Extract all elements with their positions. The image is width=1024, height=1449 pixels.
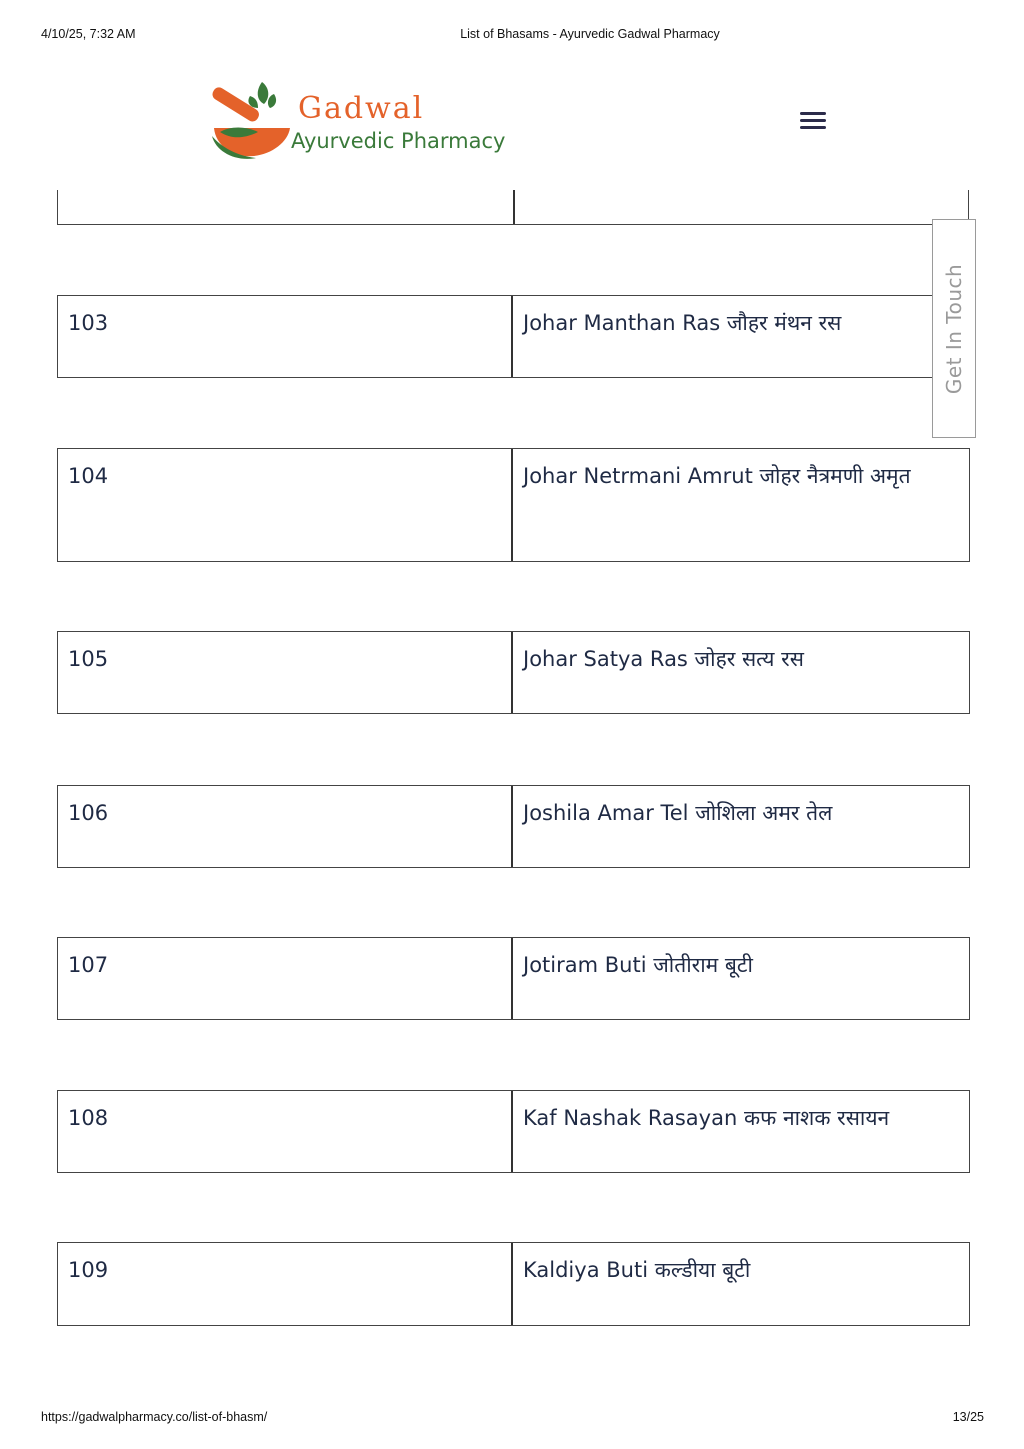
table-row [57, 448, 970, 562]
row-number: 107 [58, 938, 513, 1019]
get-in-touch-label: Get In Touch [942, 263, 966, 394]
mortar-pestle-leaves-icon [206, 76, 296, 160]
row-number: 103 [58, 296, 513, 377]
table-row [57, 1242, 970, 1326]
row-number: 109 [58, 1243, 513, 1325]
table-row [57, 1090, 970, 1173]
print-page-title: List of Bhasams - Ayurvedic Gadwal Pharmacy [460, 27, 720, 41]
medicine-name: Johar Manthan Ras जौहर मंथन रस [523, 311, 842, 335]
medicine-name: Kaldiya Buti कल्डीया बूटी [523, 1258, 751, 1282]
table-row [57, 631, 970, 714]
row-number: 106 [58, 786, 513, 867]
hamburger-menu-icon[interactable] [800, 110, 828, 132]
brand-name: Gadwal [298, 91, 425, 126]
get-in-touch-button[interactable] [932, 219, 976, 438]
medicine-name: Johar Netrmani Amrut जोहर नैत्रमणी अमृत [523, 464, 911, 488]
site-logo[interactable] [206, 76, 516, 160]
medicine-name: Johar Satya Ras जोहर सत्य रस [523, 647, 804, 671]
medicine-name: Kaf Nashak Rasayan कफ नाशक रसायन [523, 1106, 890, 1130]
table-row [57, 785, 970, 868]
row-number: 108 [58, 1091, 513, 1172]
medicine-name: Jotiram Buti जोतीराम बूटी [523, 953, 753, 977]
table-row [57, 937, 970, 1020]
print-url: https://gadwalpharmacy.co/list-of-bhasm/ [41, 1410, 268, 1424]
row-number: 105 [58, 632, 513, 713]
print-date: 4/10/25, 7:32 AM [41, 27, 136, 41]
medicine-name: Joshila Amar Tel जोशिला अमर तेल [523, 801, 833, 825]
row-number: 104 [58, 449, 513, 561]
brand-subtitle: Ayurvedic Pharmacy [291, 129, 506, 153]
table-row-partial [57, 190, 969, 225]
table-row [57, 295, 970, 378]
print-page-number: 13/25 [952, 1410, 984, 1424]
